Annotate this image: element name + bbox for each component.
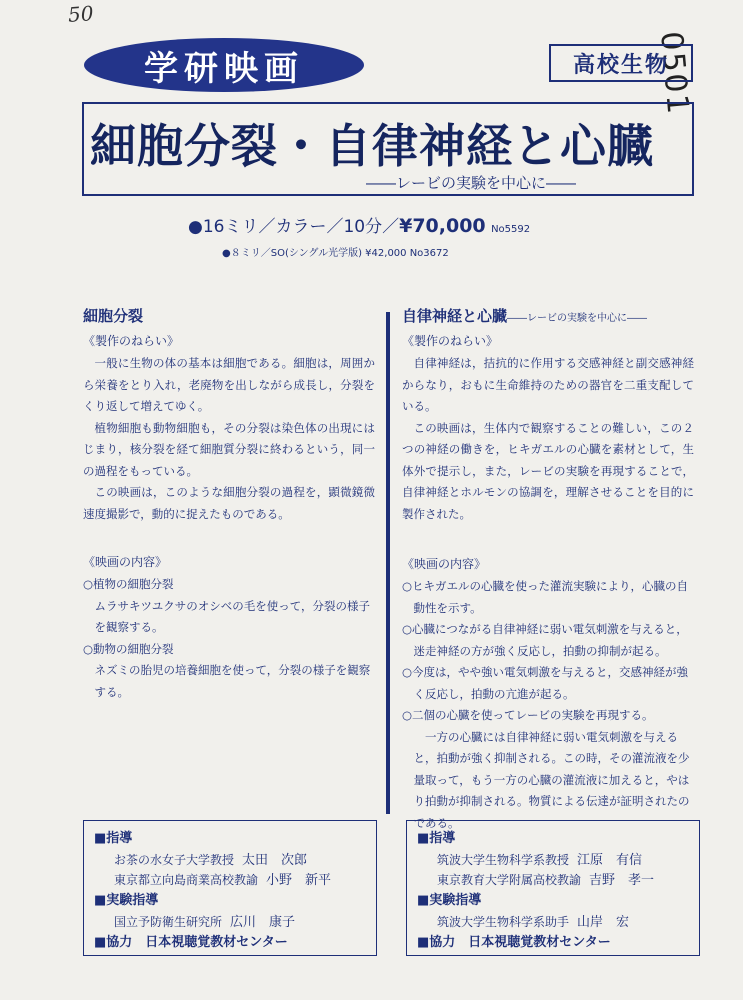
credit-affiliation: 東京教育大学附属高校教諭 — [437, 873, 582, 887]
credit-name: 小野 新平 — [266, 873, 332, 888]
content-item: ○ヒキガエルの心臓を使った灌流実験により，心臓の自動性を示す。 — [402, 579, 689, 615]
right-column — [402, 305, 694, 834]
gakken-eiga-logo: 学研映画 — [84, 38, 364, 92]
section-heading-aside: ――レービの実験を中心に―― — [507, 313, 648, 324]
film-subtitle: ――レービの実験を中心に―― — [366, 174, 577, 192]
spec-number: No5592 — [491, 224, 531, 235]
credits-box-right — [406, 820, 700, 956]
aim-paragraph: 自律神経は，拮抗的に作用する交感神経と副交感神経からなり，おもに生命維持のための器官を二重支配している。 — [402, 356, 694, 413]
credit-heading-experiment: ■実験指導 — [94, 893, 159, 908]
content-item-body: 一方の心臓には自律神経に弱い電気刺激を与えると，拍動が強く抑制される。この時，その灌流液を少量取って，もう一方の心臓の灌流液に加えると，やはり拍動が抑制される。物質による伝達が証明されたのである。 — [413, 729, 690, 830]
content-heading: 《映画の内容》 — [83, 555, 168, 569]
credit-cooperation: ■協力 日本視聴覚教材センター — [417, 935, 611, 950]
credit-heading-experiment: ■実験指導 — [417, 893, 482, 908]
section-heading-cell-division: 細胞分裂 — [83, 307, 144, 325]
handwritten-number-right: 0501 — [653, 30, 696, 118]
aim-paragraph: 一般に生物の体の基本は細胞である。細胞は，周囲から栄養をとり入れ，老廃物を出しながら成長し，分裂をくり返して増えてゆく。 — [83, 356, 375, 413]
spec-line-8mm: ●８ミリ／SO(シングル光学版) ¥42,000 No3672 — [222, 248, 449, 259]
spec-price: ¥70,000 — [399, 215, 486, 237]
aim-paragraph: 植物細胞も動物細胞も，その分裂は染色体の出現にはじまり，核分裂を経て細胞質分裂に終わるという，同一の過程をもっている。 — [83, 420, 375, 478]
aim-heading: 《製作のねらい》 — [402, 334, 499, 348]
section-heading-text: 自律神経と心臓 — [402, 307, 508, 325]
credit-name: 広川 康子 — [230, 915, 296, 930]
spec-format: ●16ミリ／カラー／10分／ — [188, 217, 400, 237]
left-column — [83, 305, 375, 703]
aim-heading: 《製作のねらい》 — [83, 334, 180, 348]
credit-name: 山岸 宏 — [577, 915, 630, 930]
credit-line — [114, 849, 307, 868]
credit-name: 江原 有信 — [577, 853, 643, 868]
credit-affiliation: 国立予防衛生研究所 — [114, 915, 223, 929]
column-divider — [386, 312, 390, 814]
content-item: ○今度は，やや強い電気刺激を与えると，交感神経が強く反応し，拍動の亢進が起る。 — [402, 665, 689, 701]
content-item-title: ○動物の細胞分裂 — [83, 641, 174, 656]
credit-heading-direction: ■指導 — [94, 831, 133, 846]
credit-line — [437, 869, 654, 888]
credit-affiliation: 東京都立向島商業高校教諭 — [114, 873, 259, 887]
credit-affiliation: 筑波大学生物科学系助手 — [437, 915, 570, 929]
content-item-body: ネズミの胎児の培養細胞を使って，分裂の様子を観察する。 — [94, 663, 371, 699]
content-item: ○二個の心臓を使ってレービの実験を再現する。 — [402, 708, 654, 722]
handwritten-number-top: 50 — [67, 1, 95, 27]
credit-affiliation: 筑波大学生物科学系教授 — [437, 853, 570, 867]
credit-line — [437, 911, 629, 930]
title-box — [82, 102, 694, 196]
credit-line — [114, 911, 295, 930]
credit-name: 太田 次郎 — [242, 853, 308, 868]
credit-heading-direction: ■指導 — [417, 831, 456, 846]
credits-box-left — [83, 820, 377, 956]
spec-line-16mm — [188, 212, 530, 237]
content-item-body: ムラサキツユクサのオシベの毛を使って，分裂の様子を観察する。 — [94, 598, 371, 634]
content-heading: 《映画の内容》 — [402, 557, 487, 571]
credit-affiliation: お茶の水女子大学教授 — [114, 853, 235, 867]
content-item: ○心臓につながる自律神経に弱い電気刺激を与えると，迷走神経の方が強く反応し，拍動の抑制が起る。 — [402, 622, 688, 658]
subject-label: 高校生物 — [549, 44, 693, 82]
credit-cooperation: ■協力 日本視聴覚教材センター — [94, 935, 288, 950]
credit-name: 吉野 孝一 — [589, 873, 655, 888]
section-heading-autonomic-nerve — [402, 305, 694, 326]
credit-line — [114, 869, 331, 888]
film-title: 細胞分裂・自律神経と心臓 — [90, 119, 654, 173]
aim-paragraph: この映画は，生体内で観察することの難しい，この２つの神経の働きを，ヒキガエルの心臓を素材として，生体外で提示し，また，レービの実験を再現することで，自律神経とホルモンの協調を，理解させることを目的に製作された。 — [402, 420, 694, 521]
content-item-title: ○植物の細胞分裂 — [83, 577, 174, 591]
credit-line — [437, 849, 642, 868]
aim-paragraph: この映画は，このような細胞分裂の過程を，顕微鏡微速度撮影で，動的に捉えたものである。 — [83, 485, 375, 521]
